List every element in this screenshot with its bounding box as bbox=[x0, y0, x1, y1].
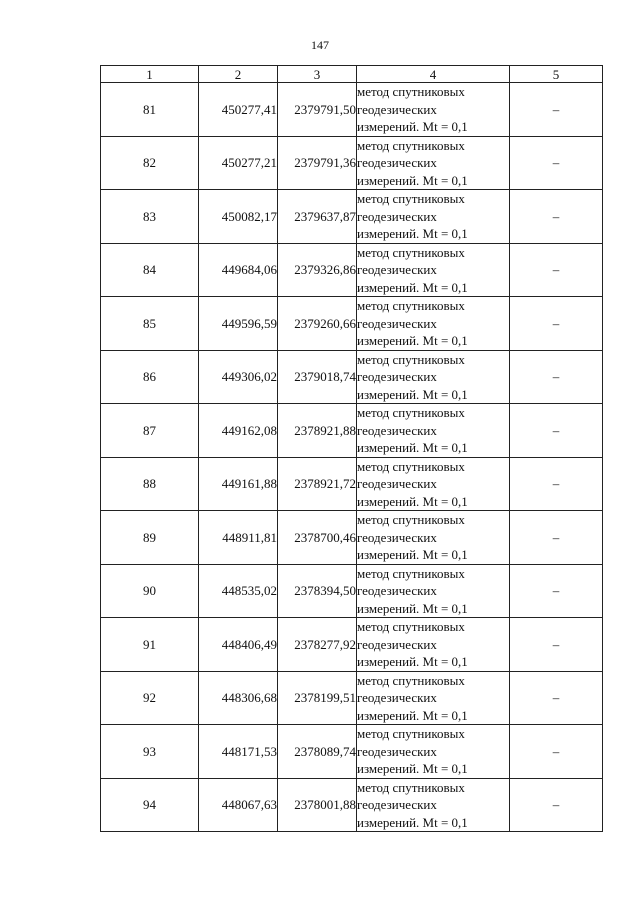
method-line: геодезических bbox=[357, 529, 437, 545]
method-cell bbox=[357, 297, 510, 351]
method-line: геодезических bbox=[357, 315, 437, 331]
method-line: измерений. Mt = 0,1 bbox=[357, 707, 468, 723]
method-cell bbox=[357, 725, 510, 779]
description-cell: – bbox=[510, 725, 603, 779]
header-cell-5: 5 bbox=[510, 66, 603, 83]
method-line: измерений. Mt = 0,1 bbox=[357, 654, 468, 669]
table-row bbox=[101, 136, 603, 190]
method-line: метод спутниковых bbox=[357, 244, 465, 260]
method-cell bbox=[357, 564, 510, 618]
method-line: геодезических bbox=[357, 422, 437, 438]
method-line: геодезических bbox=[357, 369, 437, 384]
x-coordinate-cell: 449162,08 bbox=[199, 404, 278, 458]
x-coordinate-cell: 448067,63 bbox=[199, 778, 278, 832]
description-cell: – bbox=[510, 618, 603, 672]
method-line: измерений. Mt = 0,1 bbox=[357, 440, 468, 455]
point-number-cell: 84 bbox=[101, 243, 199, 297]
y-coordinate-cell: 2378001,88 bbox=[278, 778, 357, 832]
description-cell: – bbox=[510, 243, 603, 297]
x-coordinate-cell: 448535,02 bbox=[199, 564, 278, 618]
point-number-cell: 93 bbox=[101, 725, 199, 779]
header-cell-4: 4 bbox=[357, 66, 510, 83]
table-row bbox=[101, 83, 603, 137]
description-cell: – bbox=[510, 190, 603, 244]
method-line: геодезических bbox=[357, 583, 437, 598]
method-line: метод спутниковых bbox=[357, 458, 465, 474]
point-number-cell: 88 bbox=[101, 457, 199, 511]
table-row bbox=[101, 350, 603, 404]
description-cell: – bbox=[510, 511, 603, 565]
description-cell: – bbox=[510, 457, 603, 511]
method-cell bbox=[357, 404, 510, 458]
method-line: геодезических bbox=[357, 690, 437, 705]
description-cell: – bbox=[510, 297, 603, 351]
description-cell: – bbox=[510, 671, 603, 725]
point-number-cell: 90 bbox=[101, 564, 199, 618]
method-line: метод спутниковых bbox=[357, 512, 465, 527]
description-cell: – bbox=[510, 404, 603, 458]
table-row bbox=[101, 778, 603, 832]
y-coordinate-cell: 2378921,88 bbox=[278, 404, 357, 458]
y-coordinate-cell: 2379637,87 bbox=[278, 190, 357, 244]
method-line: метод спутниковых bbox=[357, 672, 465, 688]
table-row bbox=[101, 297, 603, 351]
method-line: измерений. Mt = 0,1 bbox=[357, 547, 468, 562]
point-number-cell: 89 bbox=[101, 511, 199, 565]
method-line: метод спутниковых bbox=[357, 405, 465, 420]
method-line: измерений. Mt = 0,1 bbox=[357, 333, 468, 348]
point-number-cell: 87 bbox=[101, 404, 199, 458]
point-number-cell: 86 bbox=[101, 350, 199, 404]
method-line: геодезических bbox=[357, 743, 437, 759]
table-row bbox=[101, 457, 603, 511]
y-coordinate-cell: 2379791,50 bbox=[278, 83, 357, 137]
header-cell-3: 3 bbox=[278, 66, 357, 83]
x-coordinate-cell: 449596,59 bbox=[199, 297, 278, 351]
method-line: измерений. Mt = 0,1 bbox=[357, 600, 468, 616]
method-cell bbox=[357, 511, 510, 565]
method-line: метод спутниковых bbox=[357, 298, 465, 313]
point-number-cell: 92 bbox=[101, 671, 199, 725]
method-line: метод спутниковых bbox=[357, 779, 465, 795]
y-coordinate-cell: 2378700,46 bbox=[278, 511, 357, 565]
table-row bbox=[101, 404, 603, 458]
method-cell bbox=[357, 618, 510, 672]
x-coordinate-cell: 448406,49 bbox=[199, 618, 278, 672]
method-line: измерений. Mt = 0,1 bbox=[357, 226, 468, 241]
method-cell bbox=[357, 83, 510, 137]
y-coordinate-cell: 2378199,51 bbox=[278, 671, 357, 725]
description-cell: – bbox=[510, 136, 603, 190]
y-coordinate-cell: 2379260,66 bbox=[278, 297, 357, 351]
method-line: метод спутниковых bbox=[357, 726, 465, 741]
x-coordinate-cell: 450082,17 bbox=[199, 190, 278, 244]
y-coordinate-cell: 2379018,74 bbox=[278, 350, 357, 404]
coordinates-table bbox=[100, 65, 603, 832]
y-coordinate-cell: 2379791,36 bbox=[278, 136, 357, 190]
point-number-cell: 81 bbox=[101, 83, 199, 137]
description-cell: – bbox=[510, 350, 603, 404]
point-number-cell: 91 bbox=[101, 618, 199, 672]
method-line: измерений. Mt = 0,1 bbox=[357, 119, 468, 134]
method-line: метод спутниковых bbox=[357, 351, 465, 367]
table-row bbox=[101, 671, 603, 725]
point-number-cell: 94 bbox=[101, 778, 199, 832]
method-cell bbox=[357, 778, 510, 832]
x-coordinate-cell: 449306,02 bbox=[199, 350, 278, 404]
table-row bbox=[101, 511, 603, 565]
header-cell-1: 1 bbox=[101, 66, 199, 83]
y-coordinate-cell: 2378277,92 bbox=[278, 618, 357, 672]
method-line: метод спутниковых bbox=[357, 565, 465, 581]
y-coordinate-cell: 2378394,50 bbox=[278, 564, 357, 618]
method-line: метод спутниковых bbox=[357, 137, 465, 153]
table-row bbox=[101, 564, 603, 618]
method-line: измерений. Mt = 0,1 bbox=[357, 761, 468, 776]
x-coordinate-cell: 449684,06 bbox=[199, 243, 278, 297]
method-cell bbox=[357, 671, 510, 725]
method-line: геодезических bbox=[357, 476, 437, 491]
method-line: геодезических bbox=[357, 155, 437, 170]
table-row bbox=[101, 725, 603, 779]
x-coordinate-cell: 448171,53 bbox=[199, 725, 278, 779]
method-line: измерений. Mt = 0,1 bbox=[357, 814, 468, 830]
method-line: метод спутниковых bbox=[357, 619, 465, 634]
method-cell bbox=[357, 350, 510, 404]
method-line: геодезических bbox=[357, 101, 437, 117]
table-row bbox=[101, 190, 603, 244]
method-line: измерений. Mt = 0,1 bbox=[357, 493, 468, 509]
x-coordinate-cell: 448911,81 bbox=[199, 511, 278, 565]
method-line: метод спутниковых bbox=[357, 84, 465, 99]
x-coordinate-cell: 449161,88 bbox=[199, 457, 278, 511]
x-coordinate-cell: 450277,41 bbox=[199, 83, 278, 137]
method-cell bbox=[357, 136, 510, 190]
y-coordinate-cell: 2378089,74 bbox=[278, 725, 357, 779]
method-line: геодезических bbox=[357, 208, 437, 224]
page-number: 147 bbox=[311, 38, 329, 52]
description-cell: – bbox=[510, 564, 603, 618]
x-coordinate-cell: 448306,68 bbox=[199, 671, 278, 725]
header-cell-2: 2 bbox=[199, 66, 278, 83]
method-line: измерений. Mt = 0,1 bbox=[357, 279, 468, 295]
table-row bbox=[101, 618, 603, 672]
method-line: геодезических bbox=[357, 636, 437, 652]
method-line: измерений. Mt = 0,1 bbox=[357, 386, 468, 402]
point-number-cell: 85 bbox=[101, 297, 199, 351]
y-coordinate-cell: 2378921,72 bbox=[278, 457, 357, 511]
x-coordinate-cell: 450277,21 bbox=[199, 136, 278, 190]
point-number-cell: 82 bbox=[101, 136, 199, 190]
method-line: геодезических bbox=[357, 262, 437, 277]
point-number-cell: 83 bbox=[101, 190, 199, 244]
method-cell bbox=[357, 457, 510, 511]
method-line: измерений. Mt = 0,1 bbox=[357, 172, 468, 188]
method-cell bbox=[357, 190, 510, 244]
description-cell: – bbox=[510, 83, 603, 137]
table-header-row bbox=[101, 66, 603, 83]
method-cell bbox=[357, 243, 510, 297]
method-line: метод спутниковых bbox=[357, 191, 465, 206]
y-coordinate-cell: 2379326,86 bbox=[278, 243, 357, 297]
method-line: геодезических bbox=[357, 797, 437, 812]
table-row bbox=[101, 243, 603, 297]
description-cell: – bbox=[510, 778, 603, 832]
